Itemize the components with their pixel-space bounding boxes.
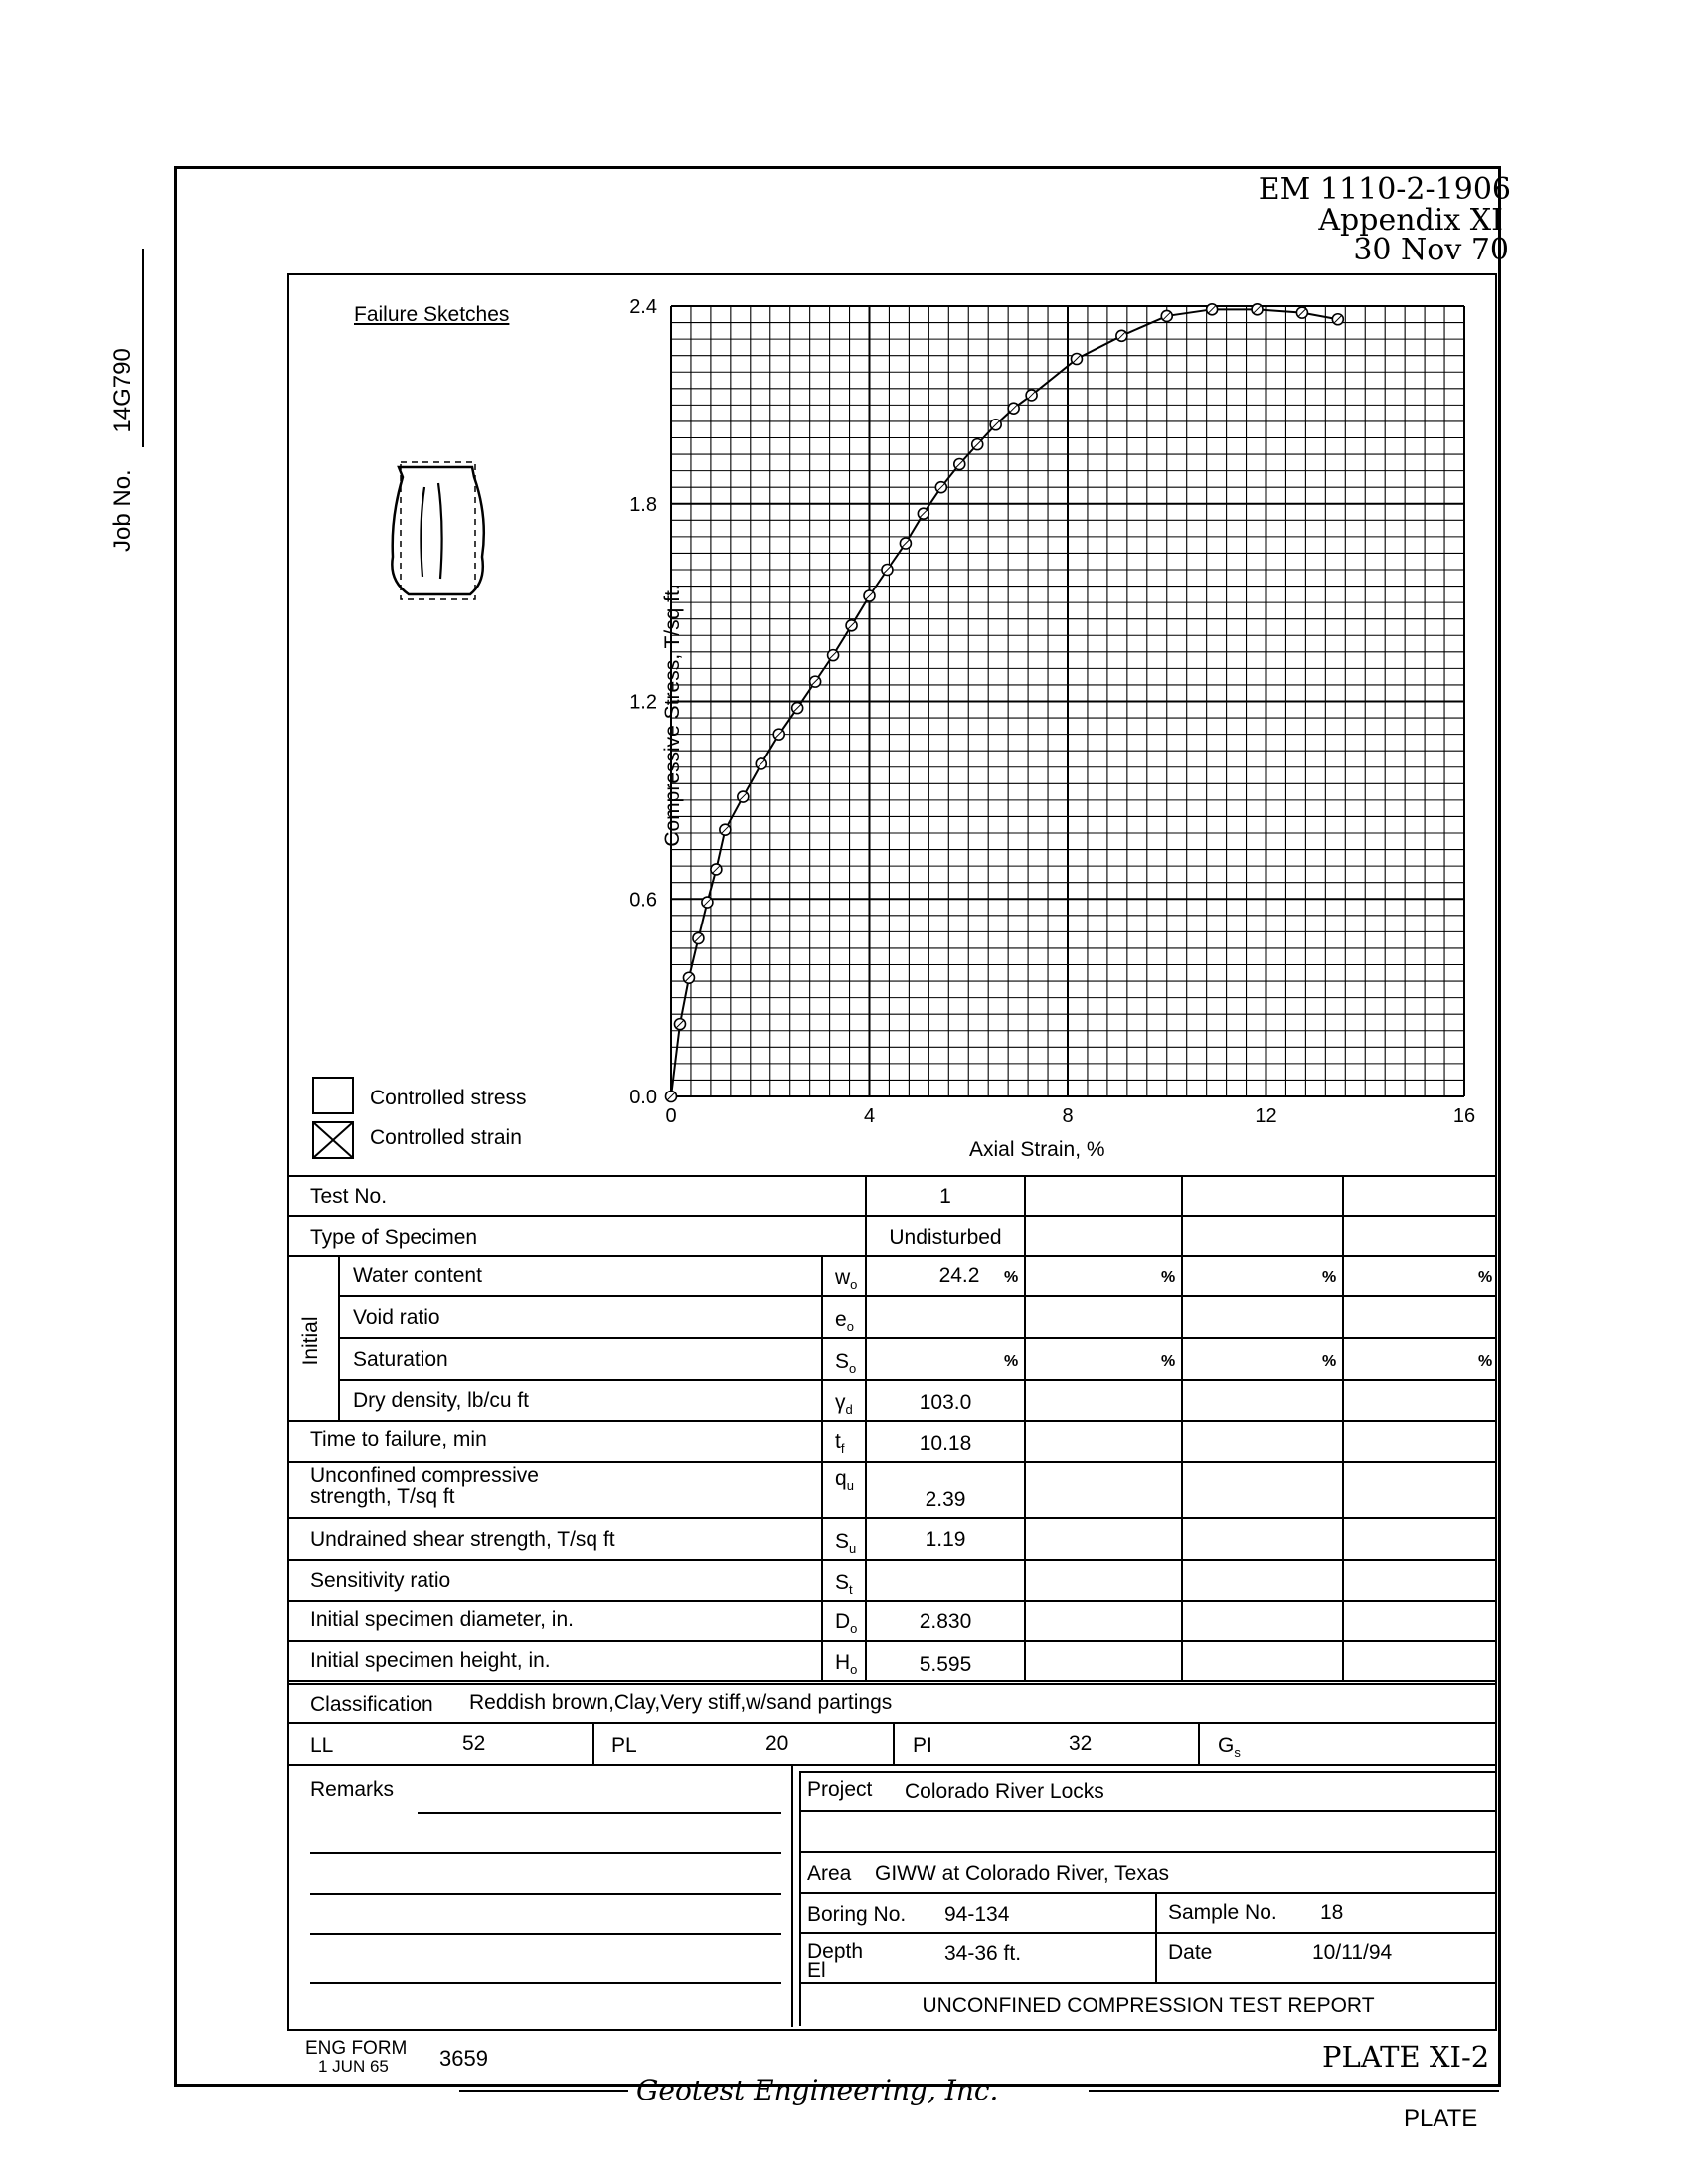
time-failure-value: 10.18: [919, 1432, 972, 1455]
x-axis-label: Axial Strain, %: [969, 1138, 1105, 1161]
date-label: Date: [1168, 1941, 1213, 1964]
pl-value: 20: [765, 1732, 789, 1755]
series-line: [671, 309, 1338, 1096]
ucs-label-1: Unconfined compressive: [310, 1464, 539, 1487]
area-value: GIWW at Colorado River, Texas: [875, 1862, 1170, 1885]
eng-form-date: 1 JUN 65: [318, 2057, 389, 2076]
controlled-strain-checkbox[interactable]: [312, 1121, 354, 1159]
ucs-value: 2.39: [925, 1488, 966, 1511]
pct-6: %: [1161, 1353, 1176, 1370]
dry-density-label: Dry density, lb/cu ft: [353, 1389, 530, 1412]
sensitivity-label: Sensitivity ratio: [310, 1569, 451, 1592]
controlled-stress-checkbox[interactable]: [312, 1077, 354, 1114]
pl-label: PL: [611, 1734, 637, 1757]
pct-4: %: [1478, 1269, 1493, 1286]
ll-label: LL: [310, 1734, 334, 1757]
sample-label: Sample No.: [1168, 1901, 1277, 1924]
type-specimen-value: Undisturbed: [889, 1226, 1002, 1249]
shear-label: Undrained shear strength, T/sq ft: [310, 1528, 615, 1551]
job-number-side: [94, 249, 154, 567]
water-content-value: 24.2: [938, 1264, 980, 1287]
controlled-stress-label: Controlled stress: [370, 1087, 527, 1109]
job-label: Job No.: [109, 469, 136, 552]
pct-7: %: [1322, 1353, 1337, 1370]
stress-strain-chart: [557, 288, 1491, 1183]
height-value: 5.595: [919, 1653, 972, 1676]
shear-value: 1.19: [925, 1528, 966, 1551]
y-tick-label: 2.4: [629, 296, 657, 318]
classification-label: Classification: [310, 1693, 433, 1716]
pct-1: %: [1004, 1269, 1019, 1286]
pct-8: %: [1478, 1353, 1493, 1370]
y-tick-label: 1.8: [629, 493, 657, 516]
boring-label: Boring No.: [807, 1903, 907, 1926]
water-symbol: $w_o$: [835, 1266, 858, 1293]
time-failure-label: Time to failure, min: [310, 1428, 487, 1451]
header-em: EM 1110-2-1906: [1258, 172, 1511, 207]
plate-bottom: PLATE: [1404, 2105, 1478, 2132]
pi-value: 32: [1069, 1732, 1093, 1755]
shear-symbol: $S_u$: [835, 1530, 857, 1557]
ucs-symbol: $q_u$: [835, 1467, 854, 1494]
height-symbol: $H_o$: [835, 1651, 858, 1678]
company-name: Geotest Engineering, Inc.: [636, 2074, 999, 2106]
job-value: 14G790: [109, 348, 136, 433]
plate-number: PLATE XI-2: [1322, 2040, 1490, 2074]
void-symbol: $e_o$: [835, 1308, 854, 1335]
el-label: El: [807, 1959, 826, 1982]
dry-symbol: $\gamma_d$: [835, 1391, 853, 1418]
project-label: Project: [807, 1778, 873, 1801]
height-label: Initial specimen height, in.: [310, 1649, 551, 1672]
y-tick-label: 1.2: [629, 691, 657, 714]
diameter-value: 2.830: [919, 1610, 972, 1633]
eng-form-label: ENG FORM: [305, 2038, 408, 2059]
water-content-label: Water content: [353, 1264, 482, 1287]
x-tick-label: 0: [665, 1105, 677, 1127]
header-date: 30 Nov 70: [1353, 233, 1509, 267]
initial-label: Initial: [299, 1316, 322, 1366]
classification-value: Reddish brown,Clay,Very stiff,w/sand partings: [469, 1691, 893, 1714]
test-no-value: 1: [939, 1185, 951, 1208]
x-tick-label: 8: [1062, 1105, 1074, 1127]
y-tick-label: 0.6: [629, 889, 657, 912]
sample-value: 18: [1320, 1901, 1344, 1924]
type-specimen-label: Type of Specimen: [310, 1226, 478, 1249]
ll-value: 52: [462, 1732, 486, 1755]
depth-label: Depth: [807, 1940, 864, 1963]
y-tick-label: 0.0: [629, 1087, 657, 1108]
saturation-symbol: $S_o$: [835, 1350, 857, 1377]
failure-sketch-icon: [383, 457, 492, 606]
pct-2: %: [1161, 1269, 1176, 1286]
controlled-strain-label: Controlled strain: [370, 1126, 522, 1149]
pct-3: %: [1322, 1269, 1337, 1286]
gs-label: $G_s$: [1218, 1734, 1241, 1761]
report-title: UNCONFINED COMPRESSION TEST REPORT: [922, 1994, 1375, 2017]
boring-value: 94-134: [944, 1903, 1010, 1926]
x-tick-label: 12: [1255, 1105, 1277, 1127]
project-value: Colorado River Locks: [905, 1780, 1104, 1803]
x-tick-label: 16: [1452, 1105, 1476, 1127]
area-label: Area: [807, 1862, 852, 1885]
remarks-label: Remarks: [310, 1778, 395, 1801]
diameter-symbol: $D_o$: [835, 1610, 858, 1637]
failure-sketches-title: Failure Sketches: [354, 303, 510, 326]
depth-value: 34-36 ft.: [944, 1942, 1022, 1965]
date-value: 10/11/94: [1312, 1941, 1393, 1964]
sensitivity-symbol: $S_t$: [835, 1571, 853, 1597]
pct-5: %: [1004, 1353, 1019, 1370]
test-no-label: Test No.: [310, 1185, 388, 1208]
y-axis-label: Compressive Stress, T/sq ft.: [661, 585, 684, 847]
dry-density-value: 103.0: [919, 1391, 972, 1414]
void-ratio-label: Void ratio: [353, 1306, 440, 1329]
diameter-label: Initial specimen diameter, in.: [310, 1608, 574, 1631]
ucs-label-2: strength, T/sq ft: [310, 1485, 455, 1508]
time-symbol: $t_f$: [835, 1430, 845, 1457]
header-appendix: Appendix XI: [1318, 203, 1503, 238]
saturation-label: Saturation: [353, 1348, 448, 1371]
eng-form-number: 3659: [439, 2046, 488, 2071]
pi-label: PI: [913, 1734, 932, 1757]
x-tick-label: 4: [863, 1105, 876, 1127]
